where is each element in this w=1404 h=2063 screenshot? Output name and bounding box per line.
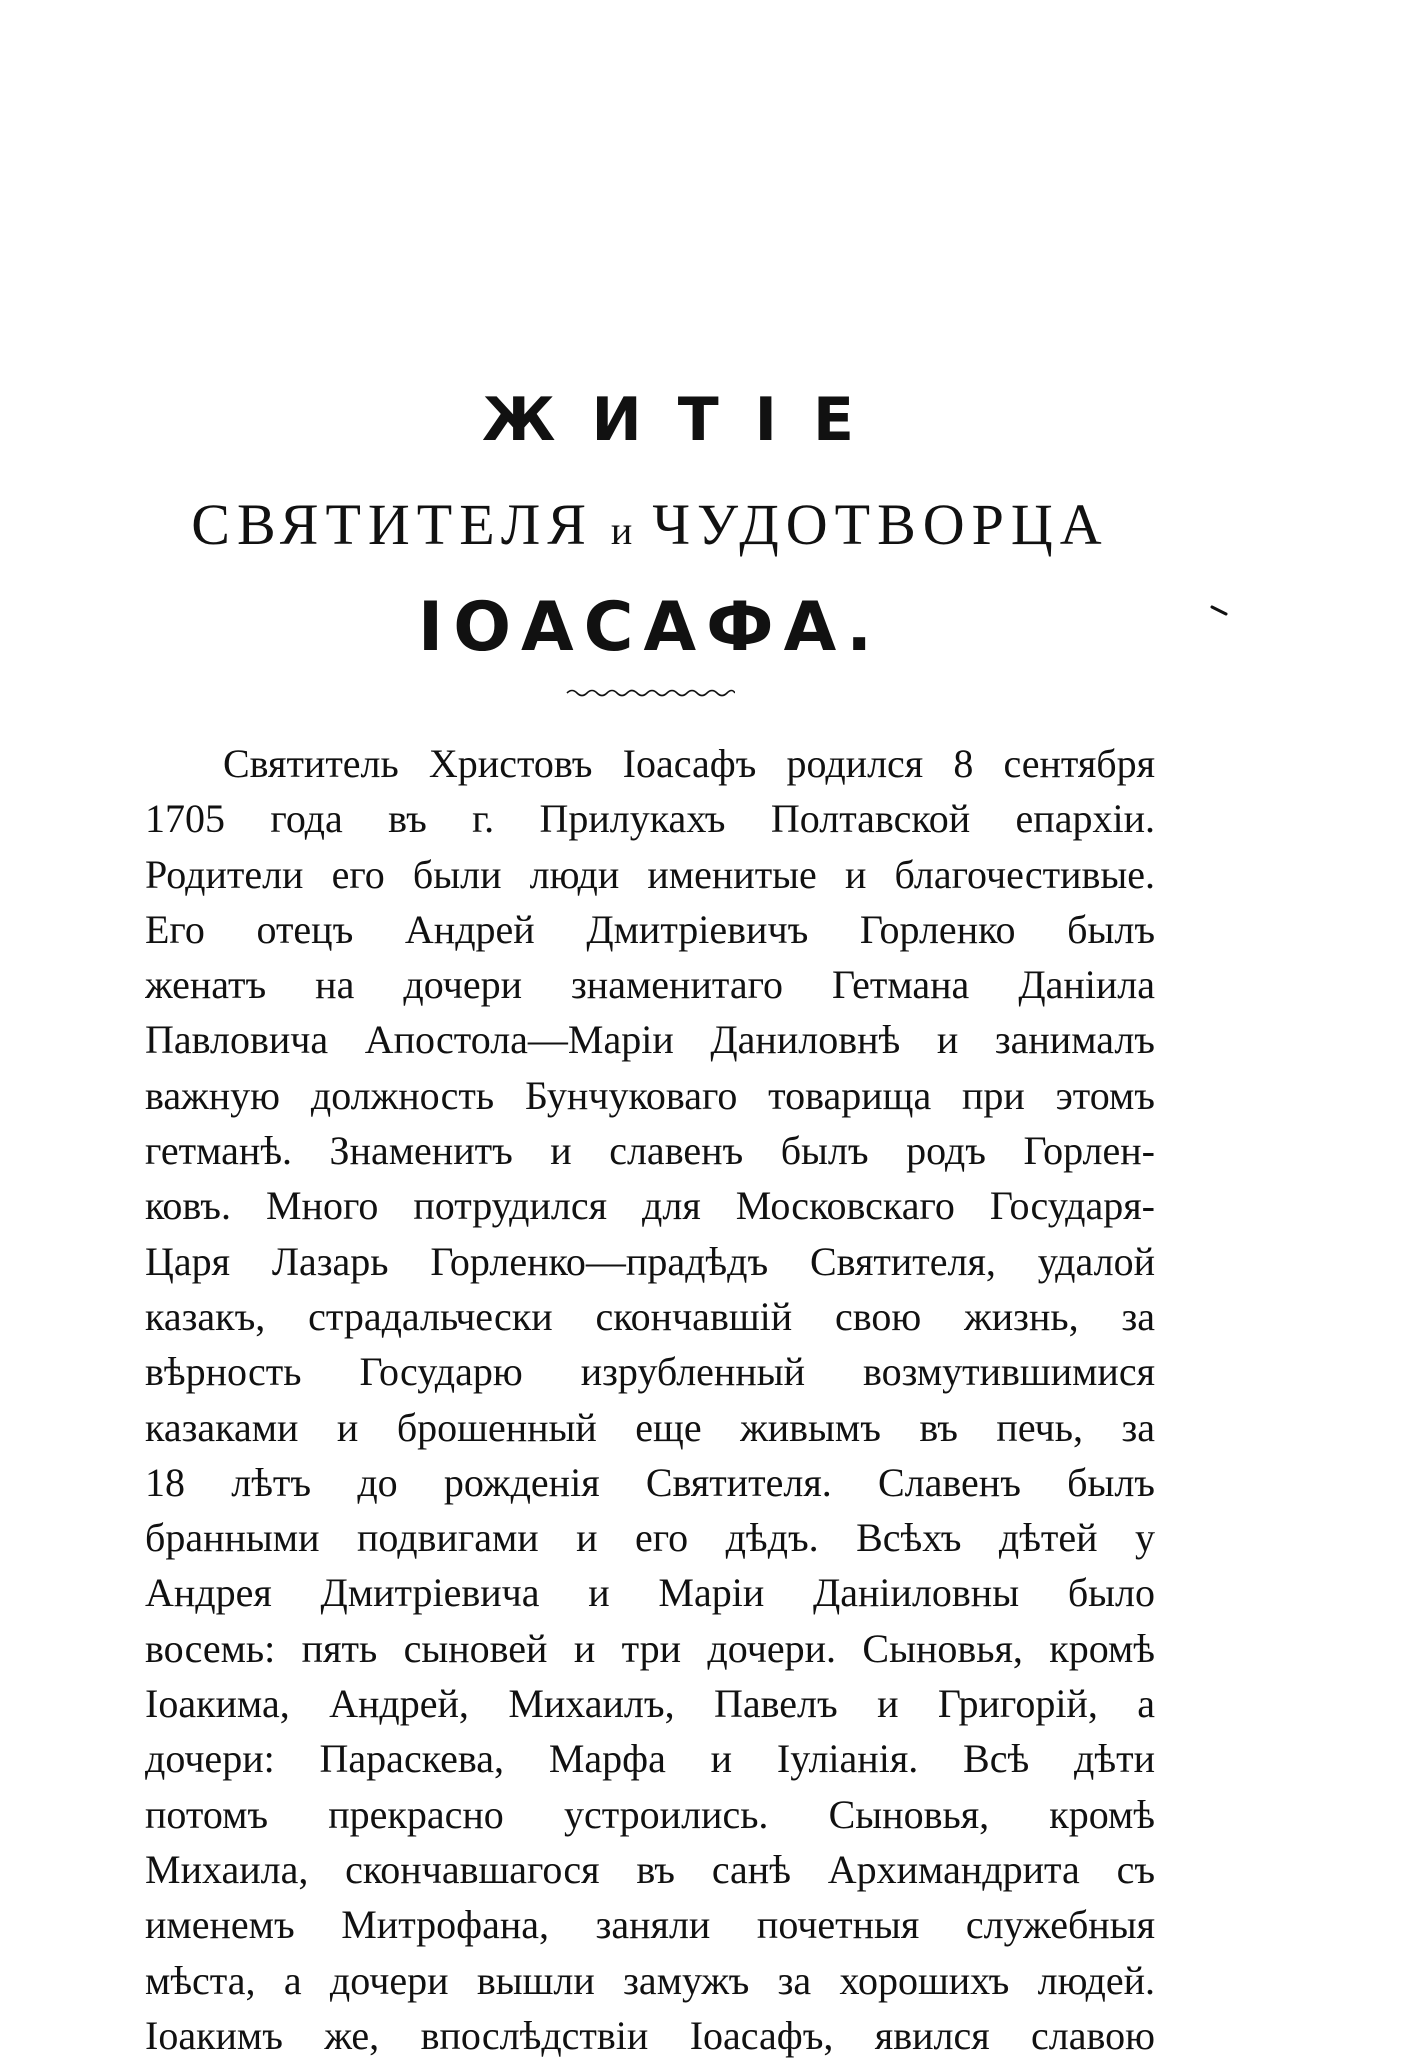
body-line: Іоакима, Андрей, Михаилъ, Павелъ и Григорій, а — [145, 1681, 1155, 1727]
stray-ink-mark — [1210, 604, 1230, 618]
body-line: Родители его были люди именитые и благочестивые. — [145, 851, 1155, 897]
body-line: Павловича Апостола—Маріи Даниловнѣ и занималъ — [145, 1017, 1155, 1063]
title-line-3: ІОАСАФА. — [417, 588, 883, 667]
body-line: вѣрность Государю изрубленный возмутившимися — [145, 1349, 1155, 1395]
body-line: казакъ, страдальчески скончавшій свою жизнь, за — [145, 1293, 1155, 1339]
body-line: важную должность Бунчуковаго товарища при этомъ — [145, 1072, 1155, 1118]
body-line: восемь: пять сыновей и три дочери. Сыновья, кромѣ — [145, 1625, 1155, 1671]
title-line-2-conjunction: и — [610, 508, 635, 553]
body-line: мѣста, а дочери вышли замужъ за хорошихъ людей. — [145, 1957, 1155, 2003]
body-line: гетманѣ. Знаменитъ и славенъ былъ родъ Горлен- — [145, 1128, 1155, 1174]
body-line: казаками и брошенный еще живымъ въ печь, за — [145, 1404, 1155, 1450]
body-line: Андрея Дмитріевича и Маріи Даніиловны было — [145, 1570, 1155, 1616]
body-line: Царя Лазарь Горленко—прадѣдъ Святителя, удалой — [145, 1238, 1155, 1284]
body-line: 1705 года въ г. Прилукахъ Полтавской епархіи. — [145, 796, 1155, 842]
body-line: 18 лѣтъ до рожденія Святителя. Славенъ былъ — [145, 1459, 1155, 1505]
body-line: Святитель Христовъ Іоасафъ родился 8 сентября — [223, 741, 1155, 786]
title-line-2-part-a: СВЯТИТЕЛЯ — [191, 492, 593, 557]
body-line: женатъ на дочери знаменитаго Гетмана Даніила — [145, 962, 1155, 1008]
body-text — [145, 736, 1155, 2063]
body-line: дочери: Параскева, Марфа и Іуліанія. Всѣ дѣти — [145, 1736, 1155, 1782]
title-line-2-part-c: ЧУДОТВОРЦА — [652, 492, 1109, 557]
decorative-wavy-rule — [565, 686, 735, 700]
title-line-1: ЖИТІЕ — [482, 385, 890, 455]
body-line: потомъ прекрасно устроились. Сыновья, кромѣ — [145, 1791, 1155, 1837]
body-line: именемъ Митрофана, заняли почетныя служебныя — [145, 1902, 1155, 1948]
body-line: Михаила, скончавшагося въ санѣ Архимандрита съ — [145, 1846, 1155, 1892]
body-line: Іоакимъ же, впослѣдствіи Іоасафъ, явился славою — [145, 2012, 1155, 2058]
body-line: Его отецъ Андрей Дмитріевичъ Горленко былъ — [145, 906, 1155, 952]
body-line: бранными подвигами и его дѣдъ. Всѣхъ дѣтей у — [145, 1515, 1155, 1561]
body-line: ковъ. Много потрудился для Московскаго Государя- — [145, 1183, 1155, 1229]
title-line-2 — [0, 490, 1300, 566]
